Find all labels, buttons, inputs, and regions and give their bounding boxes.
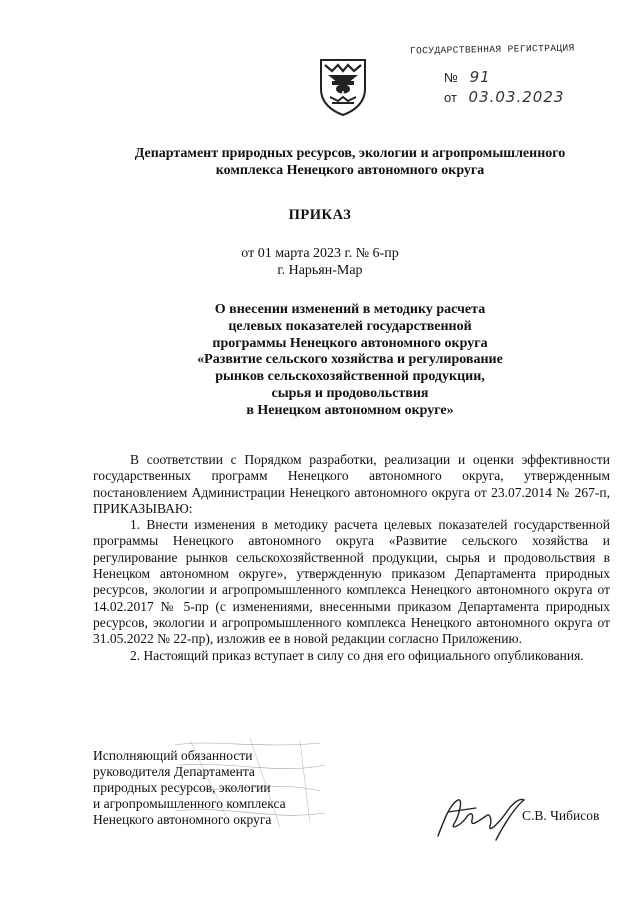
subject-line: О внесении изменений в методику расчета [214,302,486,317]
subject-line: «Развитие сельского хозяйства и регулирование [197,352,503,368]
body-paragraph-item-1: 1. Внести изменения в методику расчета целевых показателей государственной программы Ненецкого автономного округа «Развитие сельского хозяйства и регулирование рынков сельскохозяйственной продукции, сырья и продовольствия в Ненецком автономном округе», утвержденную приказом Департамента природных ресурсов, экологии и агропромышленного комплекса Ненецкого автономного округа от 14.02.2017 № 5-пр (с изменениями, внесенными приказом Департамента природных ресурсов, экологии и агропромышленного комплекса Ненецкого автономного округа от 31.05.2022 № 22-пр), изложив ее в новой редакции согласно Приложению. [93,517,610,647]
subject-line: рынков сельскохозяйственной продукции, [215,369,485,385]
order-body [93,452,610,664]
department-line: Департамент природных ресурсов, экологии и агропромышленного [134,146,566,161]
document-type-title: ПРИКАЗ [288,207,352,223]
registration-date-value: 03.03.2023 [468,88,565,106]
registration-date [444,88,564,106]
electronic-signature-overlay [170,735,330,830]
order-city: г. Нарьян-Мар [277,263,363,278]
signer-name: С.В. Чибисов [522,808,600,823]
department-heading [60,145,640,179]
handwritten-signature [430,790,530,845]
order-subject [60,302,640,420]
signer-position-line: Ненецкого автономного округа [93,812,272,827]
registration-number [444,68,491,86]
subject-line: сырья и продовольствия [271,385,429,401]
subject-line: целевых показателей государственной [228,318,472,334]
registration-date-label: от [444,90,457,105]
department-line: комплекса Ненецкого автономного округа [215,163,485,178]
order-date-number: от 01 марта 2023 г. № 6-пр [241,246,399,261]
registration-number-label: № [444,70,458,85]
signer-position-line: и агропромышленного комплекса [93,796,286,811]
signer-position-line: природных ресурсов, экологии [93,780,271,795]
registration-stamp: ГОСУДАРСТВЕННАЯ РЕГИСТРАЦИЯ [409,42,575,57]
body-paragraph-item-2: 2. Настоящий приказ вступает в силу со дня его официального опубликования. [130,647,584,663]
signer-position-line: руководителя Департамента [93,764,255,779]
registration-number-value: 91 [469,68,491,86]
signer-position-line: Исполняющий обязанности [93,748,253,763]
coat-of-arms-emblem [318,57,368,117]
subject-line: в Ненецком автономном округе» [246,402,454,418]
subject-line: программы Ненецкого автономного округа [212,335,488,351]
body-paragraph-preamble: В соответствии с Порядком разработки, реализации и оценки эффективности государственных программ Ненецкого автономного округа, утвержденным постановлением Администрации Ненецкого автономного округа от 23.07.2014 № 267-п, ПРИКАЗЫВАЮ: [93,452,610,516]
